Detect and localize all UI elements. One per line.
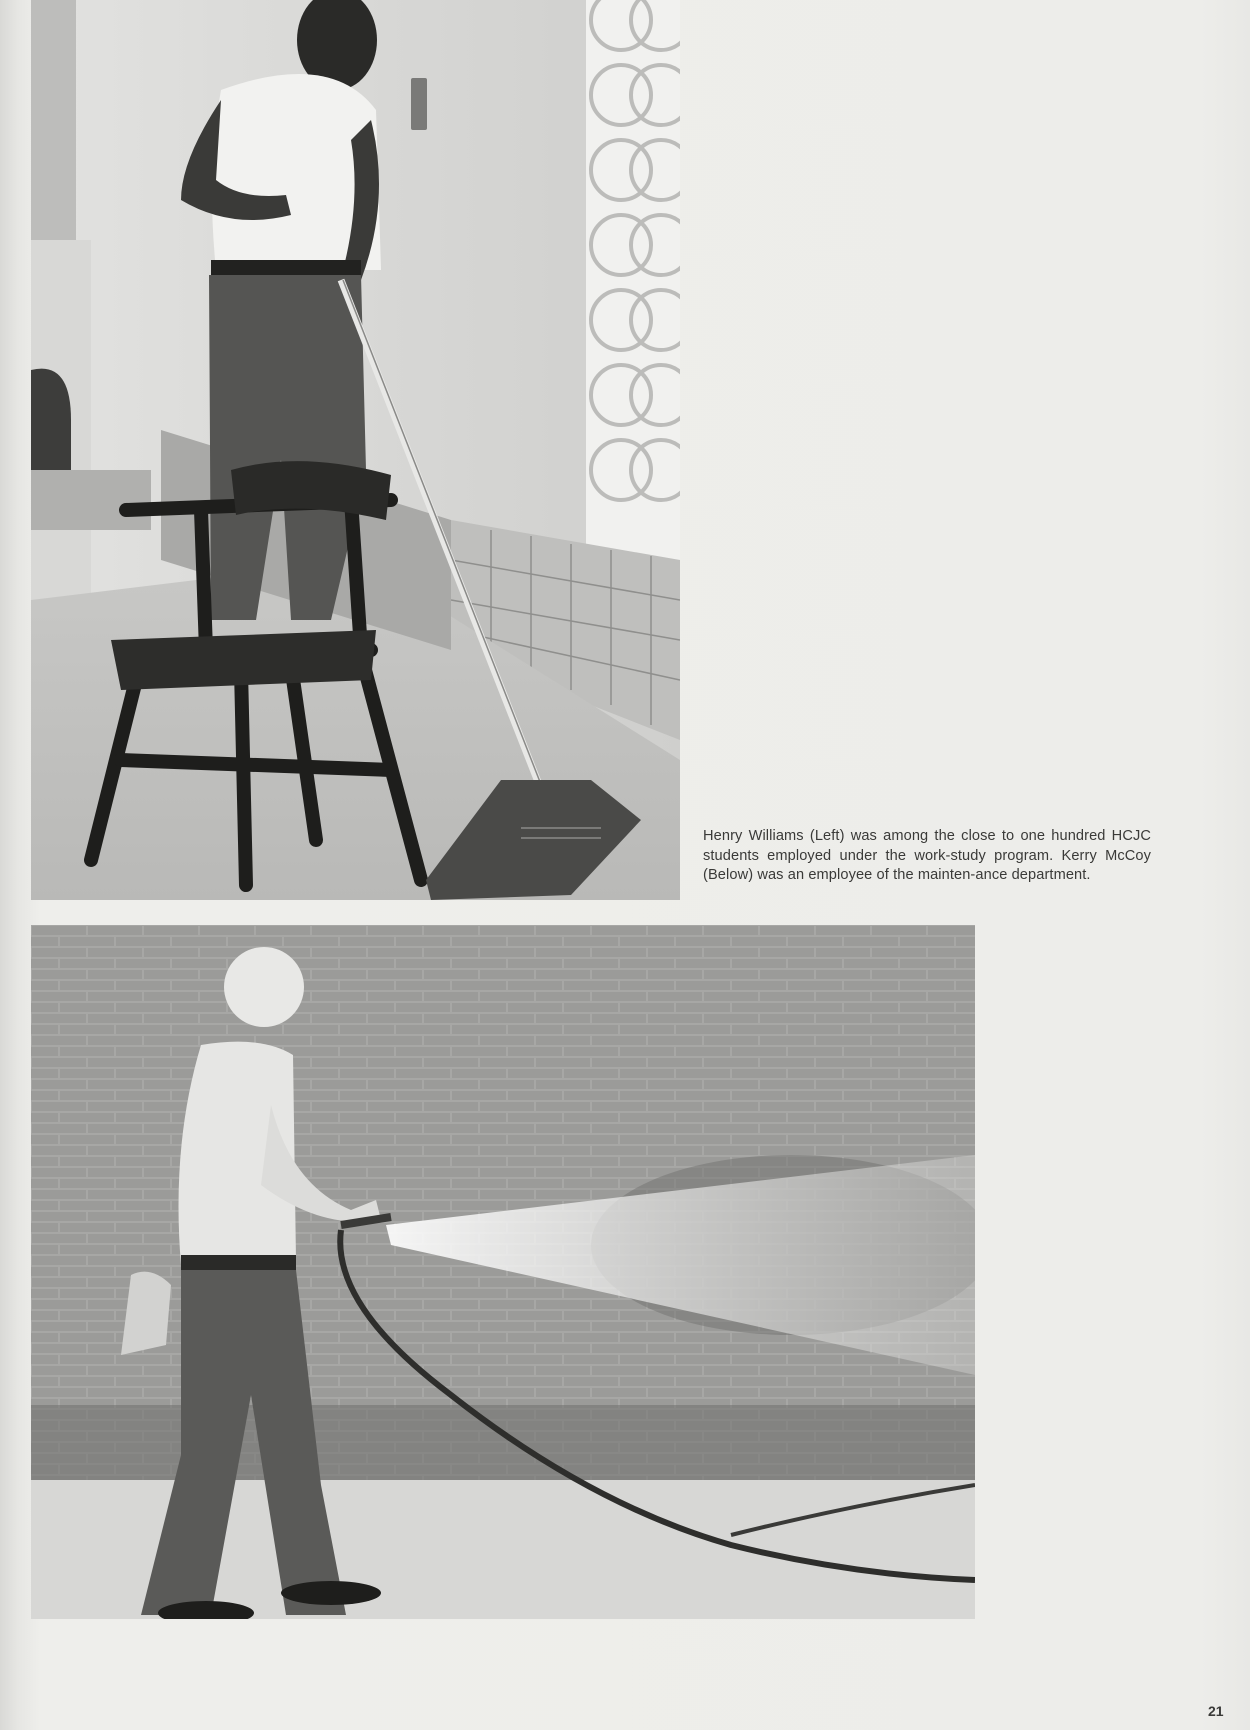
page-number: 21 [1208,1703,1224,1719]
photo-caption: Henry Williams (Left) was among the close to one hundred HCJC students employed under the work-study program. Kerry McCoy (Below) was an employee of the mainten-ance department. [703,828,1151,883]
photo-kerry-mccoy [31,925,975,1619]
photo-top-image [31,0,680,900]
photo-bottom-image [31,925,975,1619]
photo-henry-williams [31,0,680,900]
